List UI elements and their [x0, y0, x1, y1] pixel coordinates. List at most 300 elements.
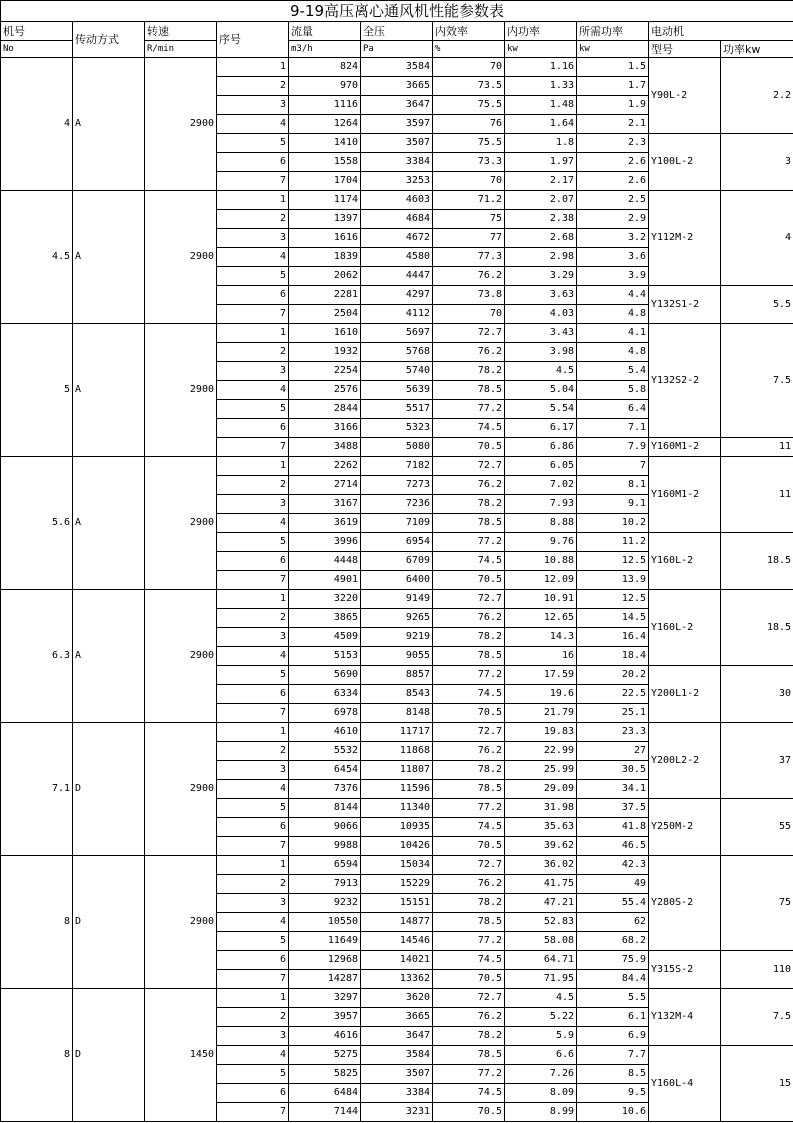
required-power-cell: 34.1 — [577, 780, 649, 799]
flow-cell: 3996 — [289, 533, 361, 552]
efficiency-cell: 75.5 — [433, 96, 505, 115]
inner-power-cell: 4.5 — [505, 362, 577, 381]
seq-cell: 7 — [217, 1103, 289, 1122]
flow-cell: 4448 — [289, 552, 361, 571]
efficiency-cell: 77.2 — [433, 666, 505, 685]
flow-cell: 3167 — [289, 495, 361, 514]
motor-power-cell: 4 — [721, 191, 793, 286]
required-power-cell: 2.3 — [577, 134, 649, 153]
flow-cell: 9988 — [289, 837, 361, 856]
inner-power-cell: 4.03 — [505, 305, 577, 324]
efficiency-cell: 74.5 — [433, 1084, 505, 1103]
efficiency-cell: 78.2 — [433, 894, 505, 913]
required-power-cell: 8.1 — [577, 476, 649, 495]
seq-cell: 4 — [217, 1046, 289, 1065]
required-power-cell: 68.2 — [577, 932, 649, 951]
inner-power-cell: 9.76 — [505, 533, 577, 552]
flow-cell: 1264 — [289, 115, 361, 134]
efficiency-cell: 77.2 — [433, 799, 505, 818]
pressure-cell: 3507 — [361, 1065, 433, 1084]
motor-power-cell: 18.5 — [721, 590, 793, 666]
flow-cell: 1616 — [289, 229, 361, 248]
inner-power-cell: 1.48 — [505, 96, 577, 115]
seq-cell: 2 — [217, 210, 289, 229]
flow-cell: 11649 — [289, 932, 361, 951]
seq-cell: 1 — [217, 989, 289, 1008]
required-power-cell: 18.4 — [577, 647, 649, 666]
pressure-cell: 14877 — [361, 913, 433, 932]
pressure-cell: 11340 — [361, 799, 433, 818]
flow-cell: 6484 — [289, 1084, 361, 1103]
inner-power-cell: 47.21 — [505, 894, 577, 913]
efficiency-cell: 72.7 — [433, 856, 505, 875]
fan-no-cell: 8 — [1, 856, 73, 989]
efficiency-cell: 77.2 — [433, 932, 505, 951]
inner-power-cell: 35.63 — [505, 818, 577, 837]
flow-cell: 5690 — [289, 666, 361, 685]
required-power-cell: 49 — [577, 875, 649, 894]
motor-power-cell: 15 — [721, 1046, 793, 1122]
seq-cell: 7 — [217, 970, 289, 989]
seq-cell: 5 — [217, 134, 289, 153]
inner-power-cell: 5.04 — [505, 381, 577, 400]
pressure-cell: 13362 — [361, 970, 433, 989]
seq-cell: 7 — [217, 438, 289, 457]
required-power-cell: 41.8 — [577, 818, 649, 837]
seq-cell: 4 — [217, 514, 289, 533]
required-power-cell: 5.4 — [577, 362, 649, 381]
required-power-cell: 25.1 — [577, 704, 649, 723]
pressure-cell: 8543 — [361, 685, 433, 704]
seq-cell: 5 — [217, 1065, 289, 1084]
required-power-cell: 4.1 — [577, 324, 649, 343]
speed-cell: 2900 — [145, 590, 217, 723]
required-power-cell: 1.7 — [577, 77, 649, 96]
unit-fan-no: No — [1, 41, 73, 58]
pressure-cell: 3647 — [361, 96, 433, 115]
flow-cell: 3220 — [289, 590, 361, 609]
inner-power-cell: 10.88 — [505, 552, 577, 571]
flow-cell: 970 — [289, 77, 361, 96]
table-row — [1, 856, 793, 875]
seq-cell: 1 — [217, 58, 289, 77]
required-power-cell: 3.2 — [577, 229, 649, 248]
drive-cell: A — [73, 590, 145, 723]
motor-power-cell: 7.5 — [721, 989, 793, 1046]
fan-no-cell: 8 — [1, 989, 73, 1122]
efficiency-cell: 77.2 — [433, 533, 505, 552]
seq-cell: 4 — [217, 381, 289, 400]
seq-cell: 6 — [217, 552, 289, 571]
flow-cell: 6454 — [289, 761, 361, 780]
motor-power-cell: 18.5 — [721, 533, 793, 590]
seq-cell: 6 — [217, 153, 289, 172]
inner-power-cell: 1.97 — [505, 153, 577, 172]
pressure-cell: 11596 — [361, 780, 433, 799]
seq-cell: 4 — [217, 248, 289, 267]
pressure-cell: 9219 — [361, 628, 433, 647]
flow-cell: 10550 — [289, 913, 361, 932]
seq-cell: 2 — [217, 609, 289, 628]
required-power-cell: 2.1 — [577, 115, 649, 134]
inner-power-cell: 19.83 — [505, 723, 577, 742]
flow-cell: 3488 — [289, 438, 361, 457]
header-fan-no: 机号 — [1, 22, 73, 41]
efficiency-cell: 78.2 — [433, 495, 505, 514]
seq-cell: 3 — [217, 761, 289, 780]
seq-cell: 3 — [217, 495, 289, 514]
inner-power-cell: 1.8 — [505, 134, 577, 153]
flow-cell: 1558 — [289, 153, 361, 172]
motor-model-cell: Y132S2-2 — [649, 324, 721, 438]
motor-model-cell: Y100L-2 — [649, 134, 721, 191]
efficiency-cell: 77.2 — [433, 400, 505, 419]
required-power-cell: 6.9 — [577, 1027, 649, 1046]
flow-cell: 4509 — [289, 628, 361, 647]
efficiency-cell: 70 — [433, 58, 505, 77]
efficiency-cell: 78.5 — [433, 514, 505, 533]
motor-power-cell: 55 — [721, 799, 793, 856]
pressure-cell: 9149 — [361, 590, 433, 609]
flow-cell: 2714 — [289, 476, 361, 495]
flow-cell: 9066 — [289, 818, 361, 837]
efficiency-cell: 70.5 — [433, 704, 505, 723]
seq-cell: 7 — [217, 837, 289, 856]
flow-cell: 2254 — [289, 362, 361, 381]
efficiency-cell: 77.2 — [433, 1065, 505, 1084]
motor-power-cell: 7.5 — [721, 324, 793, 438]
unit-speed: R/min — [145, 41, 217, 58]
pressure-cell: 14546 — [361, 932, 433, 951]
seq-cell: 3 — [217, 1027, 289, 1046]
motor-model-cell: Y160L-2 — [649, 590, 721, 666]
inner-power-cell: 71.95 — [505, 970, 577, 989]
efficiency-cell: 70.5 — [433, 837, 505, 856]
pressure-cell: 5517 — [361, 400, 433, 419]
flow-cell: 4901 — [289, 571, 361, 590]
inner-power-cell: 3.43 — [505, 324, 577, 343]
pressure-cell: 10426 — [361, 837, 433, 856]
efficiency-cell: 73.8 — [433, 286, 505, 305]
seq-cell: 1 — [217, 457, 289, 476]
required-power-cell: 3.9 — [577, 267, 649, 286]
efficiency-cell: 77 — [433, 229, 505, 248]
flow-cell: 8144 — [289, 799, 361, 818]
inner-power-cell: 31.98 — [505, 799, 577, 818]
pressure-cell: 8857 — [361, 666, 433, 685]
efficiency-cell: 72.7 — [433, 324, 505, 343]
pressure-cell: 7236 — [361, 495, 433, 514]
motor-power-cell: 11 — [721, 438, 793, 457]
inner-power-cell: 2.07 — [505, 191, 577, 210]
table-row — [1, 590, 793, 609]
speed-cell: 1450 — [145, 989, 217, 1122]
flow-cell: 2504 — [289, 305, 361, 324]
seq-cell: 3 — [217, 96, 289, 115]
efficiency-cell: 74.5 — [433, 951, 505, 970]
pressure-cell: 9265 — [361, 609, 433, 628]
pressure-cell: 7109 — [361, 514, 433, 533]
required-power-cell: 4.4 — [577, 286, 649, 305]
unit-efficiency: % — [433, 41, 505, 58]
efficiency-cell: 74.5 — [433, 685, 505, 704]
header-motor-model: 型号 — [649, 41, 721, 58]
motor-power-cell: 30 — [721, 666, 793, 723]
unit-inner-power: kw — [505, 41, 577, 58]
inner-power-cell: 36.02 — [505, 856, 577, 875]
motor-model-cell: Y200L1-2 — [649, 666, 721, 723]
required-power-cell: 27 — [577, 742, 649, 761]
motor-model-cell: Y200L2-2 — [649, 723, 721, 799]
inner-power-cell: 12.65 — [505, 609, 577, 628]
efficiency-cell: 74.5 — [433, 552, 505, 571]
flow-cell: 2576 — [289, 381, 361, 400]
efficiency-cell: 75 — [433, 210, 505, 229]
pressure-cell: 5768 — [361, 343, 433, 362]
flow-cell: 7144 — [289, 1103, 361, 1122]
seq-cell: 2 — [217, 343, 289, 362]
flow-cell: 2281 — [289, 286, 361, 305]
required-power-cell: 6.1 — [577, 1008, 649, 1027]
inner-power-cell: 39.62 — [505, 837, 577, 856]
table-row — [1, 457, 793, 476]
required-power-cell: 23.3 — [577, 723, 649, 742]
inner-power-cell: 21.79 — [505, 704, 577, 723]
pressure-cell: 3231 — [361, 1103, 433, 1122]
required-power-cell: 37.5 — [577, 799, 649, 818]
seq-cell: 5 — [217, 932, 289, 951]
flow-cell: 2844 — [289, 400, 361, 419]
flow-cell: 2062 — [289, 267, 361, 286]
fan-no-cell: 7.1 — [1, 723, 73, 856]
inner-power-cell: 8.88 — [505, 514, 577, 533]
efficiency-cell: 78.2 — [433, 362, 505, 381]
motor-model-cell: Y160L-2 — [649, 533, 721, 590]
required-power-cell: 84.4 — [577, 970, 649, 989]
efficiency-cell: 78.5 — [433, 381, 505, 400]
motor-model-cell: Y160M1-2 — [649, 438, 721, 457]
inner-power-cell: 5.22 — [505, 1008, 577, 1027]
efficiency-cell: 76.2 — [433, 875, 505, 894]
pressure-cell: 11807 — [361, 761, 433, 780]
required-power-cell: 9.1 — [577, 495, 649, 514]
table-row — [1, 191, 793, 210]
flow-cell: 1174 — [289, 191, 361, 210]
pressure-cell: 7273 — [361, 476, 433, 495]
required-power-cell: 12.5 — [577, 552, 649, 571]
seq-cell: 4 — [217, 647, 289, 666]
inner-power-cell: 10.91 — [505, 590, 577, 609]
pressure-cell: 3384 — [361, 1084, 433, 1103]
pressure-cell: 3584 — [361, 58, 433, 77]
inner-power-cell: 29.09 — [505, 780, 577, 799]
required-power-cell: 10.6 — [577, 1103, 649, 1122]
inner-power-cell: 41.75 — [505, 875, 577, 894]
inner-power-cell: 6.05 — [505, 457, 577, 476]
inner-power-cell: 7.02 — [505, 476, 577, 495]
required-power-cell: 10.2 — [577, 514, 649, 533]
efficiency-cell: 76.2 — [433, 742, 505, 761]
seq-cell: 6 — [217, 419, 289, 438]
drive-cell: A — [73, 457, 145, 590]
pressure-cell: 5697 — [361, 324, 433, 343]
efficiency-cell: 70 — [433, 305, 505, 324]
pressure-cell: 11868 — [361, 742, 433, 761]
pressure-cell: 6400 — [361, 571, 433, 590]
motor-model-cell: Y132M-4 — [649, 989, 721, 1046]
seq-cell: 1 — [217, 191, 289, 210]
required-power-cell: 30.5 — [577, 761, 649, 780]
required-power-cell: 7 — [577, 457, 649, 476]
inner-power-cell: 8.99 — [505, 1103, 577, 1122]
required-power-cell: 3.6 — [577, 248, 649, 267]
inner-power-cell: 1.64 — [505, 115, 577, 134]
pressure-cell: 4603 — [361, 191, 433, 210]
seq-cell: 2 — [217, 742, 289, 761]
required-power-cell: 7.7 — [577, 1046, 649, 1065]
table-row — [1, 989, 793, 1008]
fan-no-cell: 5 — [1, 324, 73, 457]
pressure-cell: 4672 — [361, 229, 433, 248]
required-power-cell: 20.2 — [577, 666, 649, 685]
seq-cell: 4 — [217, 780, 289, 799]
pressure-cell: 5080 — [361, 438, 433, 457]
efficiency-cell: 78.2 — [433, 628, 505, 647]
pressure-cell: 5323 — [361, 419, 433, 438]
efficiency-cell: 76.2 — [433, 267, 505, 286]
required-power-cell: 55.4 — [577, 894, 649, 913]
pressure-cell: 4580 — [361, 248, 433, 267]
inner-power-cell: 22.99 — [505, 742, 577, 761]
flow-cell: 3957 — [289, 1008, 361, 1027]
efficiency-cell: 78.2 — [433, 761, 505, 780]
required-power-cell: 75.9 — [577, 951, 649, 970]
pressure-cell: 4112 — [361, 305, 433, 324]
pressure-cell: 3620 — [361, 989, 433, 1008]
required-power-cell: 7.9 — [577, 438, 649, 457]
inner-power-cell: 3.98 — [505, 343, 577, 362]
required-power-cell: 4.8 — [577, 343, 649, 362]
inner-power-cell: 8.09 — [505, 1084, 577, 1103]
flow-cell: 6978 — [289, 704, 361, 723]
inner-power-cell: 19.6 — [505, 685, 577, 704]
seq-cell: 5 — [217, 400, 289, 419]
speed-cell: 2900 — [145, 324, 217, 457]
seq-cell: 2 — [217, 875, 289, 894]
required-power-cell: 13.9 — [577, 571, 649, 590]
flow-cell: 1116 — [289, 96, 361, 115]
seq-cell: 6 — [217, 1084, 289, 1103]
required-power-cell: 2.9 — [577, 210, 649, 229]
pressure-cell: 3584 — [361, 1046, 433, 1065]
inner-power-cell: 58.08 — [505, 932, 577, 951]
seq-cell: 3 — [217, 628, 289, 647]
efficiency-cell: 74.5 — [433, 818, 505, 837]
seq-cell: 3 — [217, 362, 289, 381]
inner-power-cell: 2.38 — [505, 210, 577, 229]
pressure-cell: 3597 — [361, 115, 433, 134]
required-power-cell: 5.8 — [577, 381, 649, 400]
flow-cell: 1397 — [289, 210, 361, 229]
efficiency-cell: 78.5 — [433, 913, 505, 932]
efficiency-cell: 78.5 — [433, 780, 505, 799]
pressure-cell: 3665 — [361, 77, 433, 96]
efficiency-cell: 78.5 — [433, 647, 505, 666]
seq-cell: 1 — [217, 856, 289, 875]
seq-cell: 2 — [217, 77, 289, 96]
seq-cell: 4 — [217, 913, 289, 932]
efficiency-cell: 76.2 — [433, 609, 505, 628]
flow-cell: 1610 — [289, 324, 361, 343]
flow-cell: 4610 — [289, 723, 361, 742]
pressure-cell: 3253 — [361, 172, 433, 191]
header-seq: 序号 — [217, 22, 289, 58]
header-required-power: 所需功率 — [577, 22, 649, 41]
motor-model-cell: Y315S-2 — [649, 951, 721, 989]
inner-power-cell: 3.29 — [505, 267, 577, 286]
efficiency-cell: 72.7 — [433, 457, 505, 476]
drive-cell: D — [73, 856, 145, 989]
pressure-cell: 5639 — [361, 381, 433, 400]
inner-power-cell: 17.59 — [505, 666, 577, 685]
flow-cell: 7913 — [289, 875, 361, 894]
pressure-cell: 15229 — [361, 875, 433, 894]
header-speed: 转速 — [145, 22, 217, 41]
efficiency-cell: 73.3 — [433, 153, 505, 172]
motor-model-cell: Y90L-2 — [649, 58, 721, 134]
unit-flow: m3/h — [289, 41, 361, 58]
header-efficiency: 内效率 — [433, 22, 505, 41]
motor-model-cell: Y250M-2 — [649, 799, 721, 856]
efficiency-cell: 72.7 — [433, 590, 505, 609]
flow-cell: 3619 — [289, 514, 361, 533]
pressure-cell: 8148 — [361, 704, 433, 723]
seq-cell: 6 — [217, 685, 289, 704]
efficiency-cell: 71.2 — [433, 191, 505, 210]
flow-cell: 2262 — [289, 457, 361, 476]
speed-cell: 2900 — [145, 856, 217, 989]
inner-power-cell: 25.99 — [505, 761, 577, 780]
seq-cell: 5 — [217, 267, 289, 286]
pressure-cell: 6954 — [361, 533, 433, 552]
table-row — [1, 58, 793, 77]
seq-cell: 2 — [217, 476, 289, 495]
efficiency-cell: 70 — [433, 172, 505, 191]
pressure-cell: 3665 — [361, 1008, 433, 1027]
inner-power-cell: 1.16 — [505, 58, 577, 77]
inner-power-cell: 2.68 — [505, 229, 577, 248]
motor-power-cell: 110 — [721, 951, 793, 989]
required-power-cell: 46.5 — [577, 837, 649, 856]
motor-power-cell: 37 — [721, 723, 793, 799]
flow-cell: 824 — [289, 58, 361, 77]
efficiency-cell: 70.5 — [433, 1103, 505, 1122]
seq-cell: 4 — [217, 115, 289, 134]
flow-cell: 5275 — [289, 1046, 361, 1065]
header-inner-power: 内功率 — [505, 22, 577, 41]
pressure-cell: 6709 — [361, 552, 433, 571]
motor-model-cell: Y280S-2 — [649, 856, 721, 951]
header-flow: 流量 — [289, 22, 361, 41]
seq-cell: 5 — [217, 799, 289, 818]
seq-cell: 1 — [217, 324, 289, 343]
seq-cell: 5 — [217, 533, 289, 552]
motor-power-cell: 11 — [721, 457, 793, 533]
seq-cell: 7 — [217, 305, 289, 324]
inner-power-cell: 14.3 — [505, 628, 577, 647]
pressure-cell: 10935 — [361, 818, 433, 837]
required-power-cell: 2.6 — [577, 153, 649, 172]
